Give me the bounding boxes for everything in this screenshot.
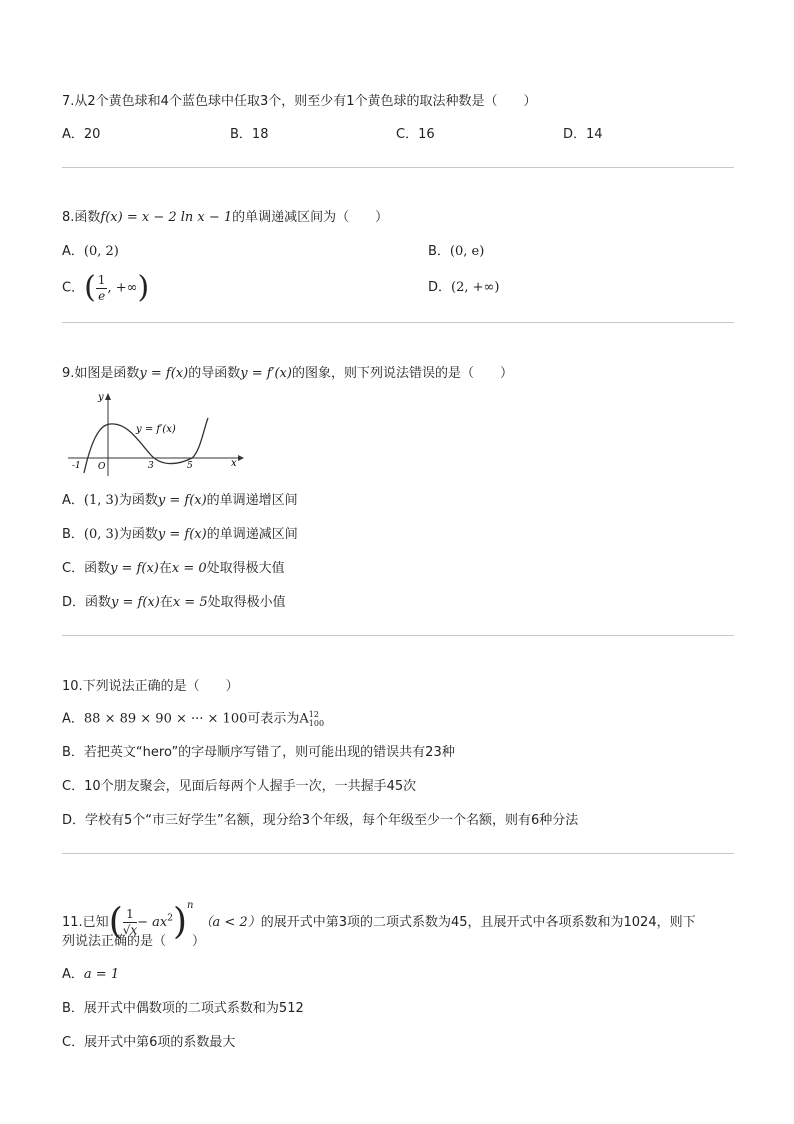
option-label: B． bbox=[428, 244, 450, 259]
tick-label: 3 bbox=[148, 461, 154, 471]
option-math: y = f(x) bbox=[157, 493, 207, 508]
x-axis-label: x bbox=[231, 458, 237, 469]
tick-label: O bbox=[98, 462, 106, 472]
option-text: 的单调递减区间 bbox=[206, 527, 298, 542]
option-text: 可表示为 bbox=[247, 711, 300, 727]
option-label: C． bbox=[62, 280, 85, 296]
q11-option-b[interactable]: B．展开式中偶数项的二项式系数和为512 bbox=[62, 1001, 304, 1016]
option-math: a = 1 bbox=[83, 967, 120, 982]
option-text: 在 bbox=[159, 595, 173, 610]
q10-option-c[interactable]: C．10个朋友聚会，见面后每两个人握手一次，一共握手45次 bbox=[62, 779, 417, 794]
paren-left: ( bbox=[108, 901, 123, 943]
option-label: A． bbox=[62, 493, 84, 508]
y-axis-label: y bbox=[98, 392, 104, 403]
divider bbox=[62, 322, 734, 323]
tick-label: -1 bbox=[72, 461, 81, 471]
option-math: A bbox=[299, 711, 309, 727]
q9-option-c[interactable] bbox=[62, 560, 285, 578]
q11-option-c[interactable]: C．展开式中第6项的系数最大 bbox=[62, 1035, 236, 1050]
divider bbox=[62, 167, 734, 168]
q9-option-d[interactable] bbox=[62, 594, 286, 612]
q11-suffix: 的展开式中第3项的二项式系数为45，且展开式中各项系数和为1024，则下 bbox=[260, 915, 696, 930]
option-math: (0, 2) bbox=[83, 244, 119, 259]
q7-stem: 7.从2个黄色球和4个蓝色球中任取3个，则至少有1个黄色球的取法种数是（ ） bbox=[62, 94, 537, 109]
option-text: 处取得极小值 bbox=[207, 595, 286, 610]
q10-stem: 10.下列说法正确的是（ ） bbox=[62, 679, 239, 694]
numerator: 1 bbox=[97, 272, 106, 287]
q7-option-c[interactable]: C．16 bbox=[396, 127, 435, 142]
q8-option-b[interactable] bbox=[428, 243, 484, 261]
option-math: y = f(x) bbox=[110, 561, 159, 576]
numerator: 1 bbox=[123, 907, 137, 923]
option-label: D．函数 bbox=[62, 595, 112, 610]
option-math: 88 × 89 × 90 × ··· × 100 bbox=[83, 711, 248, 727]
q7-option-d[interactable]: D．14 bbox=[563, 127, 603, 142]
q10-option-b[interactable]: B．若把英文“hero”的字母顺序写错了，则可能出现的错误共有23种 bbox=[62, 745, 455, 760]
denominator: e bbox=[98, 288, 106, 303]
q8-option-c[interactable] bbox=[62, 270, 149, 307]
q9-prefix: 9.如图是函数 bbox=[62, 366, 140, 381]
curve-label: y = f′(x) bbox=[136, 424, 176, 435]
derivative-graph bbox=[66, 388, 246, 480]
x-arrow bbox=[238, 455, 244, 461]
sup: 12 bbox=[308, 710, 319, 719]
term: − ax bbox=[137, 915, 168, 930]
q9-suffix: 的图象，则下列说法错误的是（ ） bbox=[291, 366, 513, 381]
q7-option-b[interactable]: B．18 bbox=[230, 127, 269, 142]
option-math: x = 0 bbox=[171, 561, 207, 576]
option-math: , +∞ bbox=[107, 280, 138, 296]
q11-prefix: 11.已知 bbox=[62, 915, 109, 930]
condition: （a < 2） bbox=[199, 915, 261, 930]
option-text: 处取得极大值 bbox=[206, 561, 285, 576]
option-math: y = f(x) bbox=[157, 527, 207, 542]
q9-mid: 的导函数 bbox=[188, 366, 241, 381]
q8-prefix: 8.函数 bbox=[62, 210, 101, 225]
paren-left: ( bbox=[84, 270, 96, 305]
q9-stem bbox=[62, 365, 513, 383]
option-math: y = f(x) bbox=[111, 595, 160, 610]
option-text: 为函数 bbox=[118, 493, 158, 508]
option-text: 在 bbox=[158, 561, 172, 576]
option-text: 为函数 bbox=[118, 527, 158, 542]
fraction bbox=[96, 273, 108, 304]
option-math: x = 5 bbox=[172, 595, 208, 610]
divider bbox=[62, 853, 734, 854]
option-label: A． bbox=[62, 711, 84, 727]
divider bbox=[62, 635, 734, 636]
q7-option-a[interactable]: A．20 bbox=[62, 127, 101, 142]
q8-suffix: 的单调递减区间为（ ） bbox=[232, 210, 389, 225]
q9-option-b[interactable] bbox=[62, 526, 298, 544]
q8-function: f(x) = x − 2 ln x − 1 bbox=[100, 210, 233, 225]
q9-math: y = f(x) bbox=[139, 366, 189, 381]
q8-option-d[interactable] bbox=[428, 279, 499, 297]
sub: 100 bbox=[308, 719, 325, 728]
q9-option-a[interactable] bbox=[62, 492, 298, 510]
option-text: 的单调递增区间 bbox=[206, 493, 298, 508]
q10-option-a[interactable] bbox=[62, 710, 324, 729]
tick-label: 5 bbox=[187, 461, 193, 471]
paren-right: ) bbox=[173, 901, 188, 943]
q11-option-a[interactable] bbox=[62, 966, 119, 984]
q9-math: y = f′(x) bbox=[240, 366, 292, 381]
option-math: (1, 3) bbox=[83, 493, 119, 508]
q10-option-d[interactable]: D．学校有5个“市三好学生”名额，现分给3个年级，每个年级至少一个名额，则有6种分法 bbox=[62, 813, 579, 828]
option-math: (2, +∞) bbox=[451, 280, 500, 295]
option-label: B． bbox=[62, 527, 84, 542]
exponent: 2 bbox=[167, 913, 173, 924]
exponent: n bbox=[187, 900, 194, 911]
option-math: (0, e) bbox=[449, 244, 485, 259]
option-label: D． bbox=[428, 280, 452, 295]
paren-right: ) bbox=[137, 270, 150, 305]
denominator: √x bbox=[122, 923, 138, 937]
option-label: C．函数 bbox=[62, 561, 111, 576]
option-math: (0, 3) bbox=[83, 527, 119, 542]
q8-stem bbox=[62, 209, 388, 227]
option-label: A． bbox=[62, 967, 84, 982]
y-arrow bbox=[105, 393, 111, 400]
option-label: A． bbox=[62, 244, 84, 259]
q11-stem-line2: 列说法正确的是（ ） bbox=[62, 934, 206, 949]
permutation-indices bbox=[309, 710, 324, 728]
q8-option-a[interactable] bbox=[62, 243, 119, 261]
